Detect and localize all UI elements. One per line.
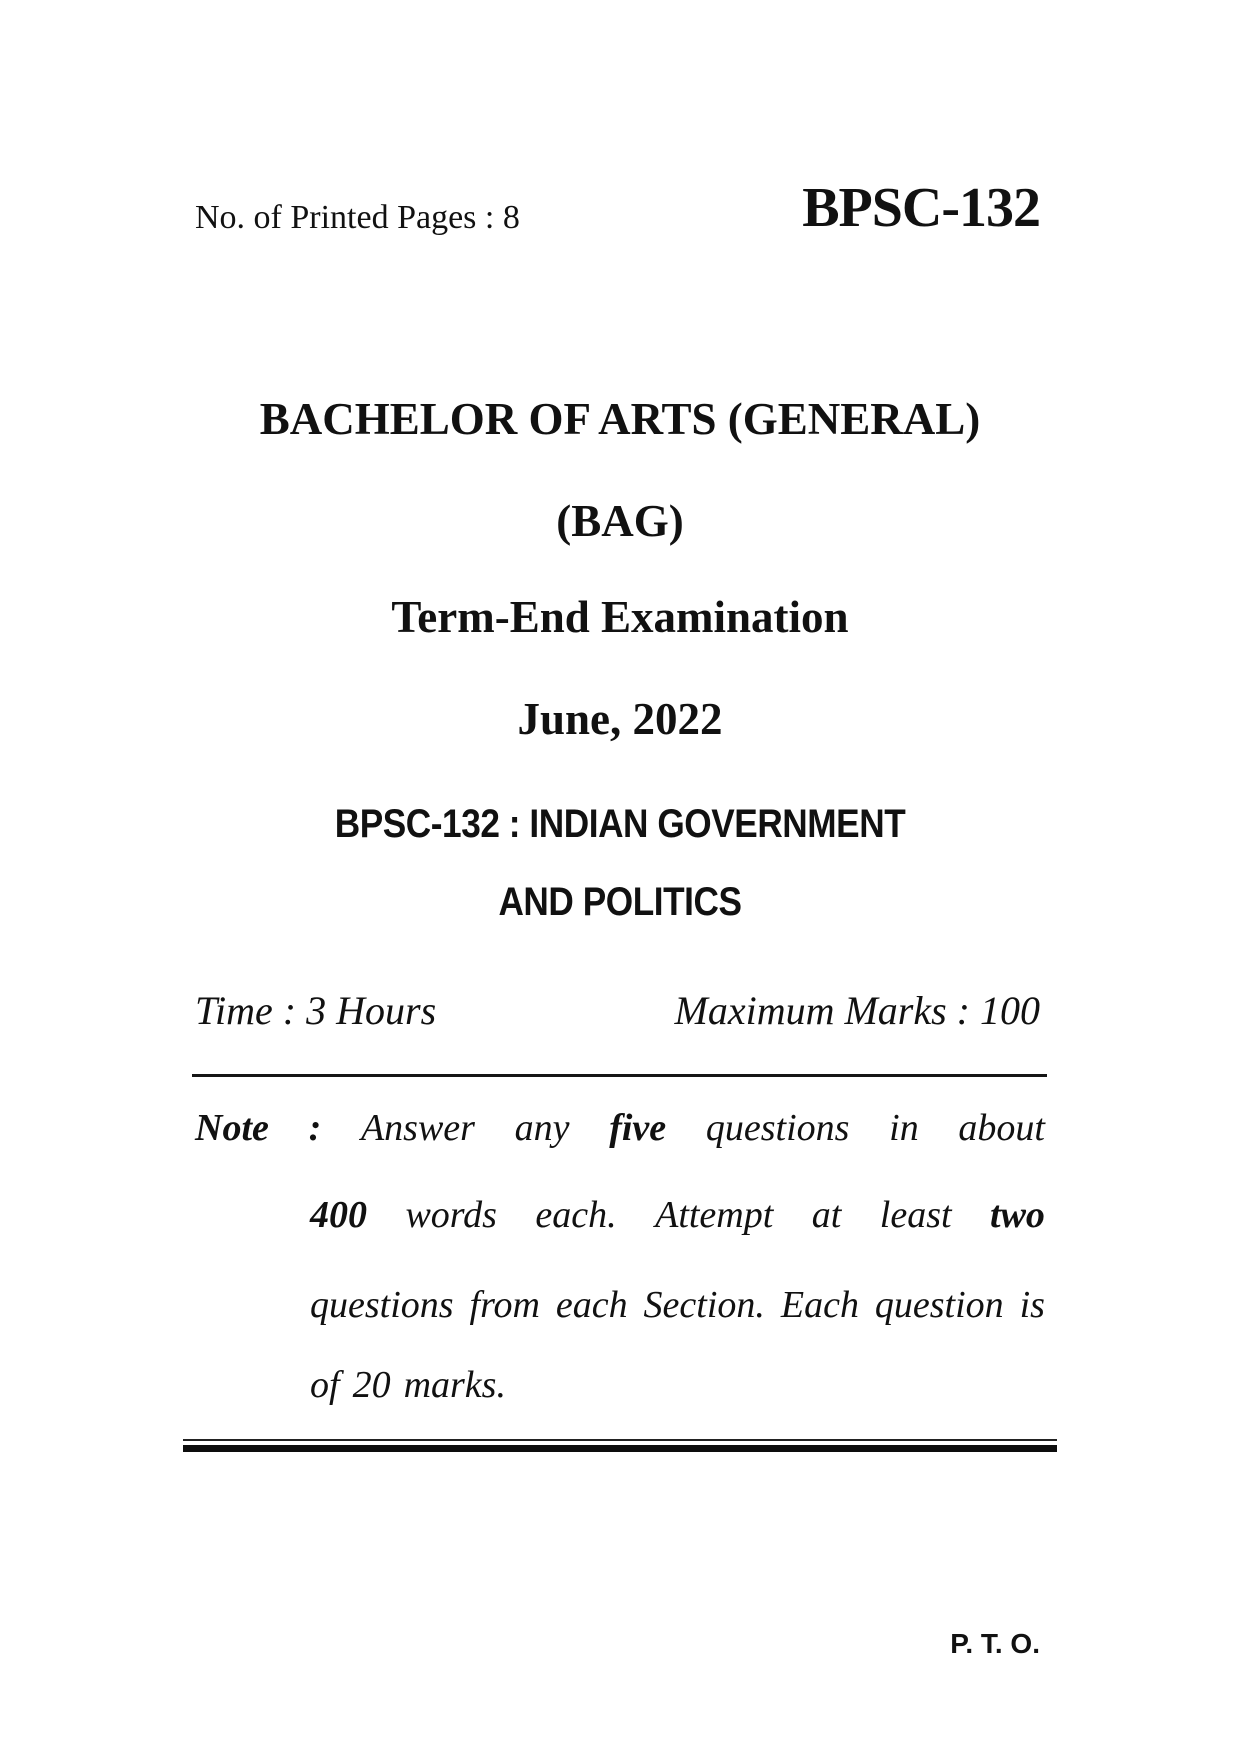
note-word: question [874,1284,1004,1326]
course-title-line1: BPSC-132 : INDIAN GOVERNMENT [334,802,906,846]
note-word: : [308,1107,322,1149]
note-word: Answer [360,1107,475,1149]
note-word: any [514,1107,570,1149]
note-word: marks. [403,1364,506,1406]
double-rule-thin-line [183,1439,1057,1441]
note-word: 20 [352,1364,391,1406]
exam-session: June, 2022 [517,694,723,744]
program-title: BACHELOR OF ARTS (GENERAL) [259,394,981,444]
note-word: Each [780,1284,859,1326]
note-word: 400 [310,1194,367,1236]
horizontal-rule [192,1074,1047,1077]
note-word: least [879,1194,952,1236]
note-word: words [405,1194,497,1236]
note-word: is [1019,1284,1045,1326]
printed-pages-label: No. of Printed Pages : 8 [195,199,520,236]
exam-title: Term-End Examination [391,592,849,642]
note-word: five [609,1107,667,1149]
note-line [310,1196,1045,1234]
note-word: at [811,1194,842,1236]
note-word: from [469,1284,540,1326]
double-horizontal-rule [183,1439,1057,1452]
course-title-line2: AND POLITICS [498,880,742,924]
note-word: in [889,1107,919,1149]
note-word: questions [705,1107,850,1149]
page-turn-over-label: P. T. O. [950,1628,1040,1659]
note-word: questions [310,1284,454,1326]
note-word: two [990,1194,1045,1236]
note-line [310,1366,1045,1404]
paper-code: BPSC-132 [802,177,1040,239]
time-allowed: Time : 3 Hours [195,988,437,1033]
double-rule-thick-line [183,1445,1057,1452]
note-word: Section. [643,1284,765,1326]
maximum-marks: Maximum Marks : 100 [674,988,1040,1033]
note-word: of [310,1364,340,1406]
note-word: Attempt [655,1194,774,1236]
note-word: about [958,1107,1045,1149]
program-abbreviation: (BAG) [556,496,684,546]
note-word: Note [195,1107,269,1149]
note-word: each [555,1284,628,1326]
note-line [310,1286,1045,1324]
exam-meta-row [195,988,1040,1033]
note-word: each. [535,1194,617,1236]
note-line [195,1109,1045,1147]
